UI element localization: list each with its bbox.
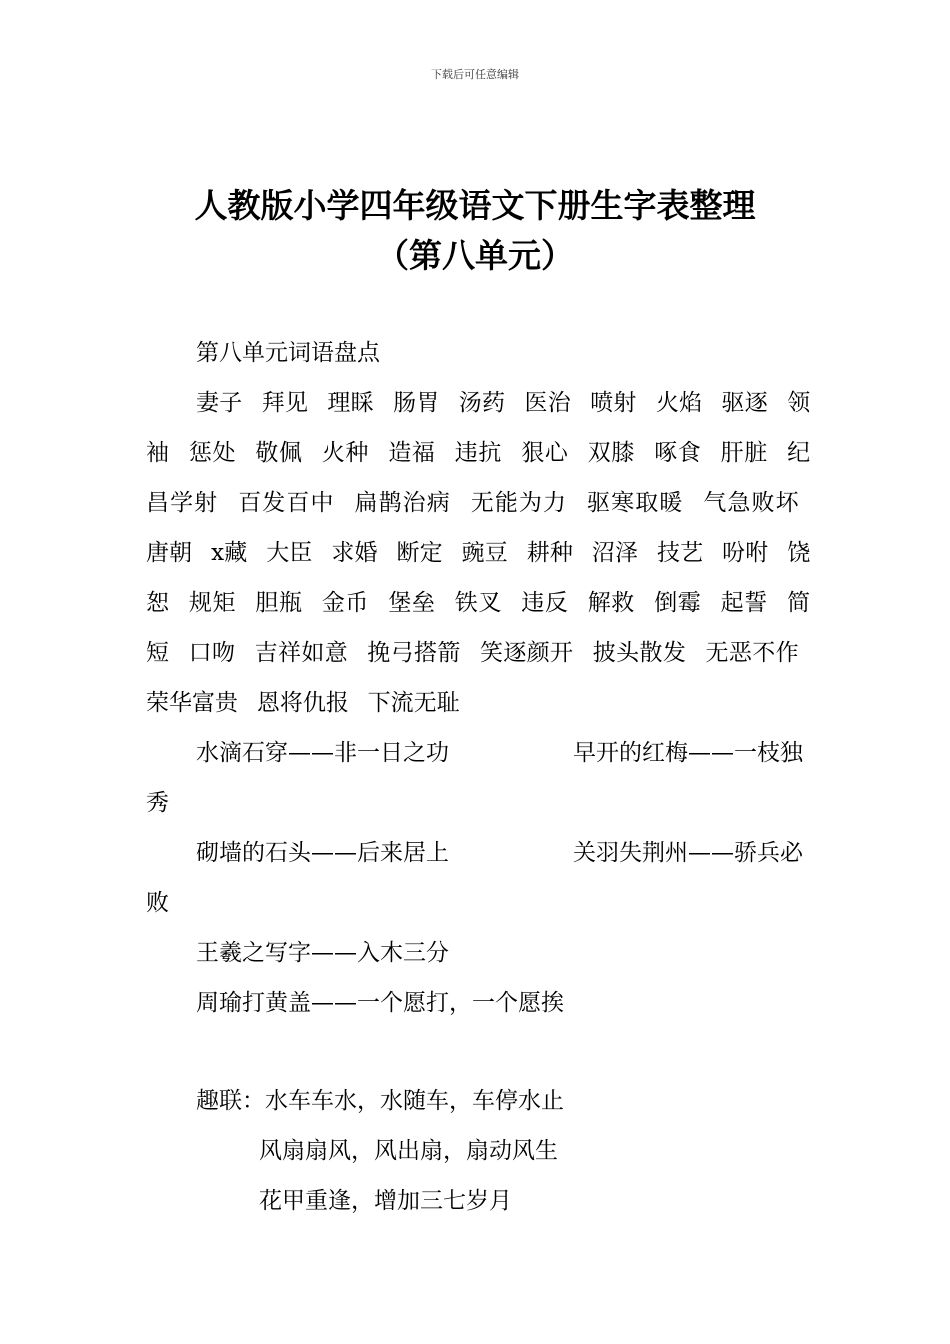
vocab-word: 火种 [321,440,369,466]
vocab-word: 沼泽 [591,540,639,566]
vocab-word: 妻子 [196,390,243,416]
vocab-word: 饶恕 [146,540,811,616]
vocab-word: 恩将仇报 [256,690,349,716]
vocabulary-paragraph [146,378,810,728]
vocab-word: 汤药 [458,390,506,416]
couplet-line: 风扇扇风，风出扇，扇动风生 [259,1138,558,1164]
vocab-word: 大臣 [266,540,313,566]
vocab-word: 百发百中 [238,490,335,516]
vocab-word: 火焰 [655,390,703,416]
vocab-word: 唐朝 [146,540,193,566]
vocab-word: 铁叉 [454,590,502,616]
document-subtitle: （第八单元） [376,236,574,275]
vocab-word: 肠胃 [393,390,440,416]
vocab-word: 胆瓶 [255,590,303,616]
vocab-word: 披头散发 [592,640,687,666]
vocab-word: 领袖 [146,390,811,466]
vocab-word: 豌豆 [461,540,508,566]
idioms-block [146,728,810,1028]
vocab-word: 求婚 [331,540,378,566]
section-heading: 第八单元词语盘点 [196,340,380,366]
document-title: 人教版小学四年级语文下册生字表整理 [194,186,756,225]
vocab-word: 断定 [396,540,443,566]
vocab-word: 规矩 [188,590,237,616]
idiom-text: 早开的红梅——一枝独秀 [146,740,803,816]
vocab-word: 简短 [146,590,811,666]
vocab-word: 挽弓搭箭 [367,640,461,666]
vocab-word: 喷射 [590,390,637,416]
vocab-word: 违抗 [454,440,502,466]
idiom-text: 水滴石穿——非一日之功 [196,740,449,766]
vocab-word: 气急败坏 [703,490,799,516]
idiom-row: 王羲之写字——入木三分 [196,940,449,966]
vocab-word: 驱逐 [721,390,769,416]
vocab-word: 造福 [388,440,436,466]
vocab-word: 下流无耻 [367,690,460,716]
vocab-word: 狠心 [521,440,569,466]
vocab-word: 吉祥如意 [254,640,349,666]
vocab-word: 扁鹊治病 [354,490,451,516]
idiom-row [146,828,810,928]
vocab-word: 无恶不作 [705,640,799,666]
couplets-block [196,1076,564,1226]
couplet-line [196,1076,564,1126]
vocab-word: 无能为力 [470,490,568,516]
vocab-word: 啄食 [654,440,702,466]
vocab-word: 倒霉 [654,590,702,616]
vocab-word: 耕种 [526,540,573,566]
idiom-row [146,728,810,828]
couplet-line: 花甲重逢，增加三七岁月 [259,1188,512,1214]
couplet-text: 水车车水，水随车，车停水止 [265,1088,564,1114]
vocab-word: 吩咐 [722,540,769,566]
vocab-word: 笑逐颜开 [480,640,574,666]
vocab-word: 违反 [521,590,569,616]
vocab-word: 堡垒 [388,590,436,616]
idiom-text: 关羽失荆州——骄兵必败 [146,840,803,916]
vocab-word: 拜见 [261,390,309,416]
vocab-word: x藏 [211,540,248,566]
vocab-word: 技艺 [656,540,704,566]
vocab-word: 驱寒取暖 [587,490,684,516]
vocab-word: 医治 [524,390,572,416]
vocab-word: 口吻 [188,640,236,666]
couplet-lead: 趣联： [196,1088,265,1114]
vocab-word: 肝脏 [720,440,768,466]
vocab-word: 敬佩 [255,440,303,466]
vocab-word: 纪昌学射 [146,440,811,516]
vocab-word: 理睬 [327,390,374,416]
page-header-note: 下载后可任意编辑 [431,68,519,81]
vocab-word: 起誓 [720,590,768,616]
vocab-word: 双膝 [587,440,635,466]
vocab-word: 解救 [587,590,635,616]
vocab-word: 荣华富贵 [146,690,238,716]
idiom-row: 周瑜打黄盖——一个愿打，一个愿挨 [196,990,564,1016]
idiom-text: 砌墙的石头——后来居上 [196,840,449,866]
vocab-word: 惩处 [188,440,237,466]
vocab-word: 金币 [321,590,369,616]
